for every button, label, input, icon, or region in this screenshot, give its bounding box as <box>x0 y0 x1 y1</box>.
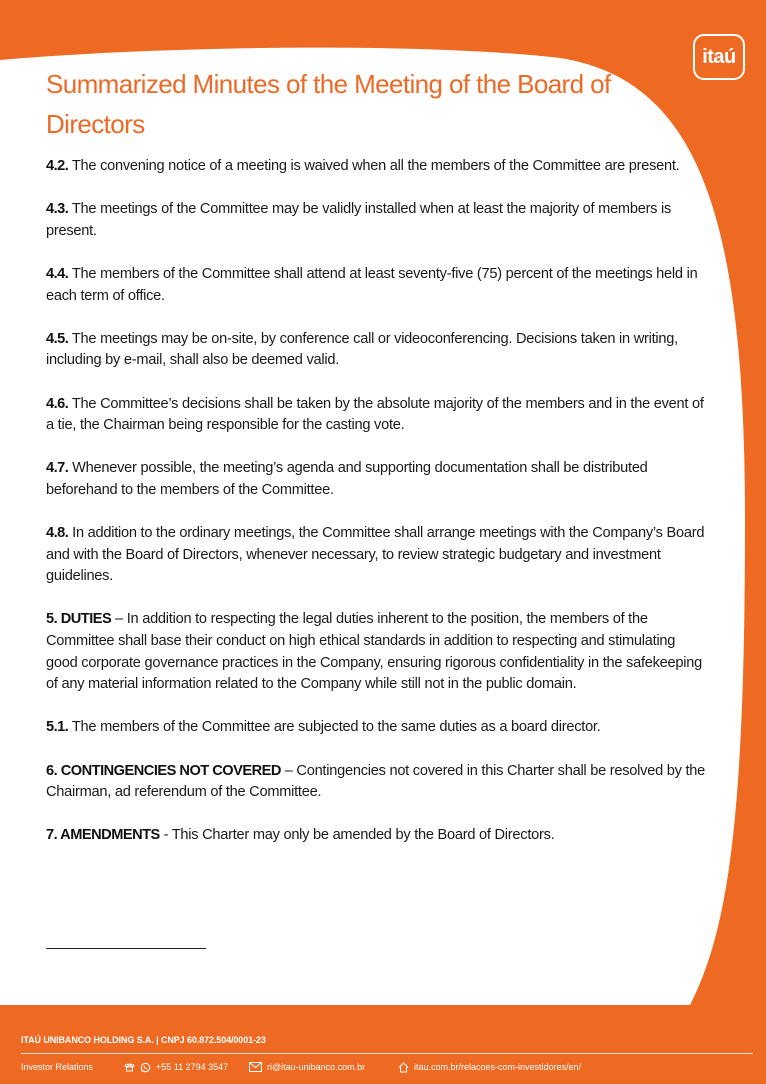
clause-label: 4.3. <box>46 201 69 218</box>
paragraph-5-1 <box>46 717 706 739</box>
itau-logo: itaú <box>693 34 745 80</box>
page-title: Summarized Minutes of the Meeting of the Board of Directors <box>46 69 611 139</box>
paragraph-6-contingencies <box>46 761 706 804</box>
paragraph-4-2 <box>46 156 706 178</box>
clause-label: 7. AMENDMENTS <box>46 827 160 844</box>
paragraph-4-7 <box>46 458 706 501</box>
clause-label: 6. CONTINGENCIES NOT COVERED <box>46 762 281 779</box>
paragraph-4-5 <box>46 329 706 372</box>
paragraph-7-amendments <box>46 825 706 847</box>
paragraph-4-8 <box>46 523 706 588</box>
clause-label: 4.7. <box>46 460 69 477</box>
paragraph-4-3 <box>46 199 706 242</box>
footer-website[interactable] <box>398 1060 581 1074</box>
footer-company-info: ITAÚ UNIBANCO HOLDING S.A. | CNPJ 60.872.504/0001-23 <box>21 1035 266 1045</box>
footer-contacts <box>21 1060 753 1074</box>
home-icon <box>398 1062 409 1073</box>
footer-phone[interactable] <box>124 1060 228 1074</box>
clause-text: The meetings of the Committee may be validly installed when at least the majority of members is present. <box>46 201 672 239</box>
clause-text: – Contingencies not covered in this Charter shall be resolved by the Chairman, ad referendum of the Committee. <box>46 762 705 801</box>
website-url: itau.com.br/relacoes-com-investidores/en/ <box>414 1062 582 1072</box>
clause-label: 4.4. <box>46 265 69 282</box>
clause-label: 5. DUTIES <box>46 611 112 628</box>
email-icon <box>249 1062 262 1072</box>
clause-text: The meetings may be on-site, by conference call or videoconferencing. Decisions taken in writing, including by e-mail, shall also be deemed valid. <box>46 330 678 369</box>
clause-label: 4.6. <box>46 395 69 412</box>
clause-label: 4.8. <box>46 525 69 542</box>
paragraph-5-duties <box>46 609 706 695</box>
clause-label: 4.5. <box>46 330 69 347</box>
clause-text: Whenever possible, the meeting’s agenda and supporting documentation shall be distributed beforehand to the members of the Committee. <box>46 460 648 498</box>
clause-text: The Committee’s decisions shall be taken by the absolute majority of the members and in the event of a tie, the Chairman being responsible for the casting vote. <box>46 395 704 434</box>
paragraph-4-6 <box>46 394 706 437</box>
paragraph-4-4 <box>46 264 706 307</box>
clause-text: - This Charter may only be amended by the Board of Directors. <box>159 827 555 844</box>
clause-label: 5.1. <box>46 719 69 736</box>
clause-text: In addition to the ordinary meetings, the Committee shall arrange meetings with the Company’s Board and with the Board of Directors, whenever necessary, to review strategic budgetary and investment guidelines. <box>46 525 705 585</box>
document-body <box>46 156 706 847</box>
phone-icon <box>124 1062 135 1072</box>
investor-relations-label: Investor Relations <box>21 1062 94 1072</box>
email-address: ri@itau-unibanco.com.br <box>267 1062 366 1072</box>
clause-text: – In addition to respecting the legal duties inherent to the position, the members of the Committee shall base their conduct on high ethical standards in addition to respecting and stimulating good corporate governance practices in the Company, ensuring rigorous confidentiality in the safekeeping of any material information related to the Company while still not in the public domain. <box>46 611 702 693</box>
clause-text: The convening notice of a meeting is waived when all the members of the Committee are present. <box>68 158 680 174</box>
clause-text: The members of the Committee are subjected to the same duties as a board director. <box>68 719 601 736</box>
footnote-separator <box>46 948 206 949</box>
clause-text: The members of the Committee shall attend at least seventy-five (75) percent of the meetings held in each term of office. <box>46 265 698 304</box>
phone-number: +55 11 2794 3547 <box>156 1062 229 1072</box>
clause-label: 4.2. <box>46 158 69 174</box>
whatsapp-icon <box>140 1062 151 1073</box>
footer-email[interactable] <box>249 1060 365 1074</box>
footer-divider <box>21 1053 753 1054</box>
